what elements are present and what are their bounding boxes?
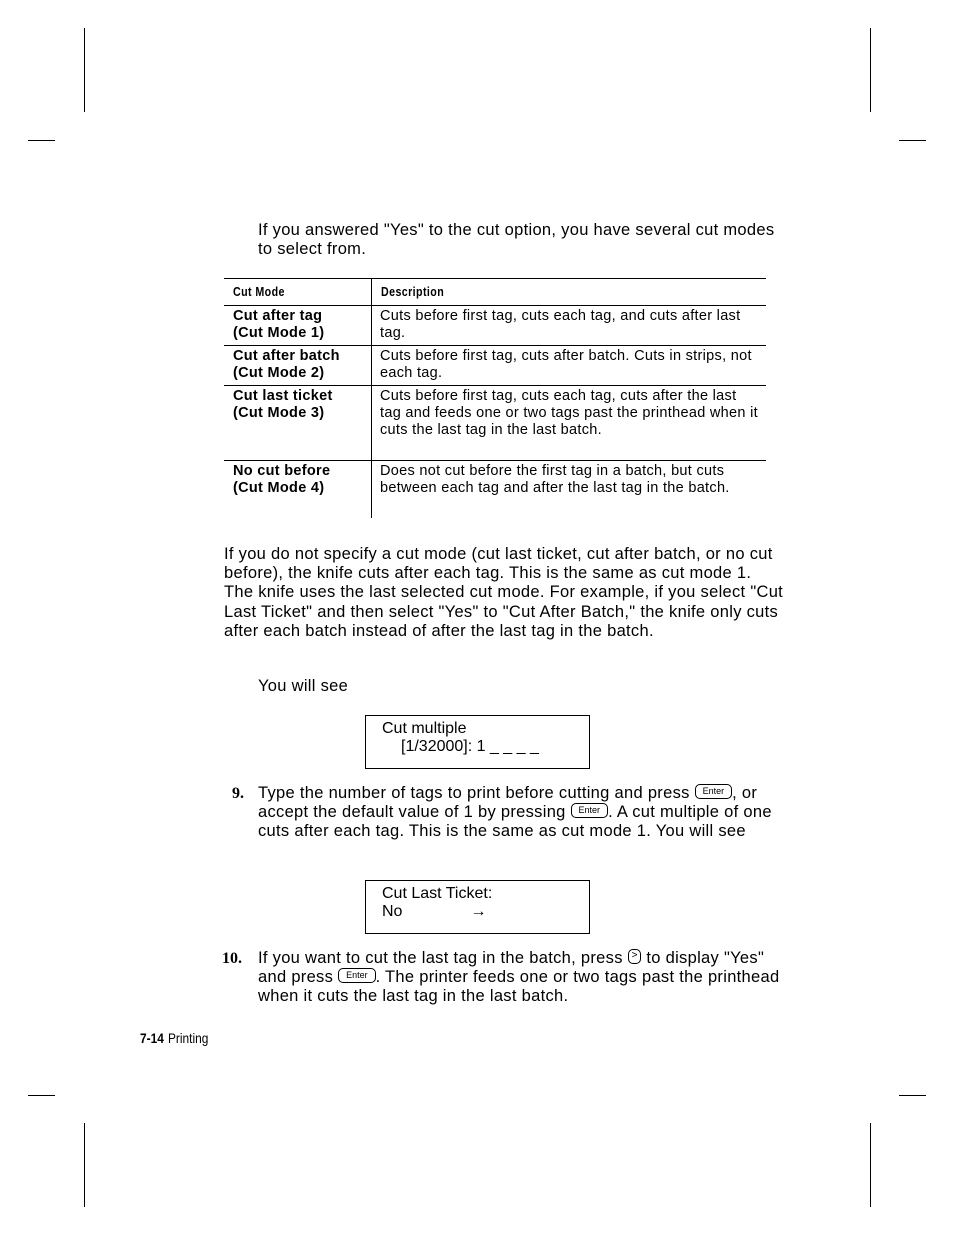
header-description: Description [372, 279, 767, 306]
enter-key-icon: Enter [695, 784, 733, 799]
table-header-row [224, 279, 766, 306]
intro-text: If you answered "Yes" to the cut option, you have several cut modes to select from. [258, 221, 775, 258]
cut-mode-cell: Cut after batch (Cut Mode 2) [224, 346, 372, 386]
crop-mark-bottom-left-h [28, 1095, 55, 1096]
page-number: 7-14 [140, 1030, 164, 1046]
description-cell: Cuts before first tag, cuts each tag, cuts after the last tag and feeds one or two tags past the printhead when it cuts the last tag in the last batch. [372, 386, 767, 461]
step-number-9: 9. [232, 785, 244, 802]
step-10-text: If you want to cut the last tag in the batch, press > to display "Yes" and press Enter . The printer feeds one or two tags past the printhead when it cuts the last tag in the last batch. [258, 949, 780, 1006]
crop-mark-bottom-left [84, 1123, 85, 1207]
cut-mode-table [224, 278, 766, 518]
display-line-2: No → [382, 903, 487, 920]
crop-mark-bottom-right [870, 1123, 871, 1207]
step-number-10: 10. [222, 950, 242, 967]
crop-mark-bottom-right-h [899, 1095, 926, 1096]
enter-key-icon: Enter [571, 803, 609, 818]
page-footer [140, 1030, 215, 1046]
printer-display-cut-last-ticket [365, 880, 590, 934]
display-line-2: [1/32000]: 1 _ _ _ _ [401, 738, 539, 755]
table-row [224, 306, 766, 346]
right-arrow-icon: → [470, 903, 487, 920]
description-cell: Does not cut before the first tag in a batch, but cuts between each tag and after the last tag in the batch. [380, 463, 730, 496]
crop-mark-top-right [870, 28, 871, 112]
description-cell: Cuts before first tag, cuts after batch. Cuts in strips, not each tag. [372, 346, 767, 386]
display-line-1: Cut Last Ticket: [382, 885, 493, 902]
right-arrow-key-icon: > [628, 949, 642, 964]
header-cut-mode: Cut Mode [224, 279, 372, 306]
cut-mode-cell: Cut after tag (Cut Mode 1) [224, 306, 372, 346]
section-name: Printing [167, 1030, 209, 1046]
cut-mode-cell: Cut last ticket (Cut Mode 3) [224, 386, 372, 461]
crop-mark-top-left-h [28, 140, 55, 141]
crop-mark-top-right-h [899, 140, 926, 141]
crop-mark-top-left [84, 28, 85, 112]
enter-key-icon: Enter [338, 968, 376, 983]
table-row [224, 386, 766, 461]
cut-mode-cell: No cut before (Cut Mode 4) [224, 461, 372, 518]
table-row [224, 461, 766, 518]
display-line-1: Cut multiple [382, 720, 467, 737]
description-cell: Cuts before first tag, cuts each tag, and cuts after last tag. [372, 306, 767, 346]
table-row [224, 346, 766, 386]
cut-mode-explanation: If you do not specify a cut mode (cut last ticket, cut after batch, or no cut before), the knife cuts after each tag. This is the same as cut mode 1. The knife uses the last selected cut mode. For example, if you select "Cut Last Ticket" and then select "Yes" to "Cut After Batch," the knife only cuts after each batch instead of after the last tag in the batch. [224, 545, 784, 640]
printer-display-cut-multiple [365, 715, 590, 769]
step-9-text: Type the number of tags to print before cutting and press Enter , or accept the default value of 1 by pressing Enter . A cut multiple of one cuts after each tag. This is the same as cut mode 1. You will see [258, 784, 772, 841]
you-will-see-text: You will see [258, 677, 349, 695]
